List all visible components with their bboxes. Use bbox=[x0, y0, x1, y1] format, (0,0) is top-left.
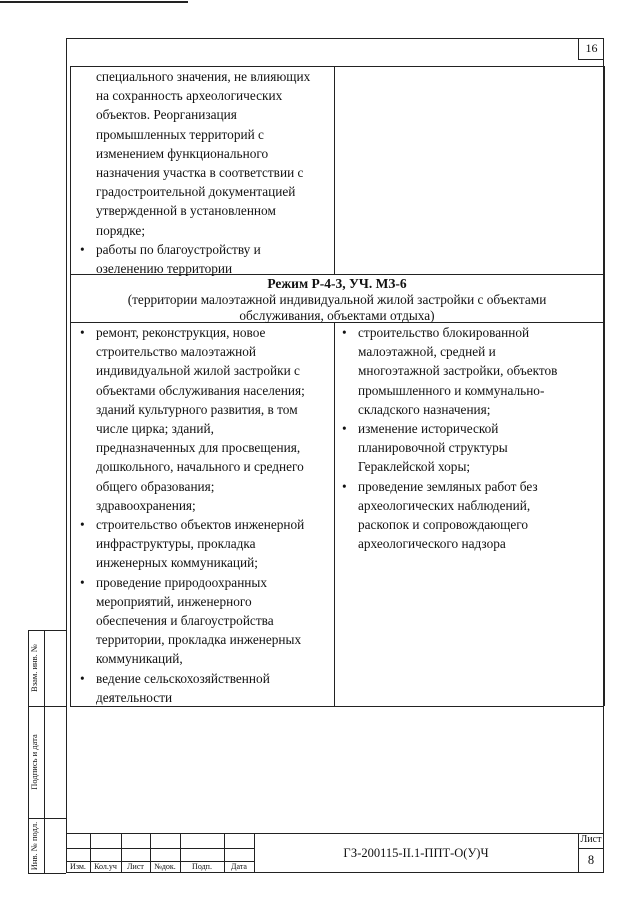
permitted-list bbox=[74, 323, 332, 707]
text-line: порядке; bbox=[96, 222, 146, 238]
text-line: • ведение сельскохозяйственной bbox=[96, 670, 270, 686]
text-line: зданий культурного развития, в том bbox=[96, 401, 298, 417]
text-line: объектами обслуживания населения; bbox=[96, 382, 305, 398]
stamp-label-list: Лист bbox=[127, 862, 144, 871]
text-line: • строительство объектов инженерной bbox=[96, 517, 305, 533]
regime-subtitle-line1: (территории малоэтажной индивидуальной жилой застройки с объектами bbox=[127, 292, 547, 307]
regime-heading bbox=[70, 275, 604, 324]
stamp-row-line-1 bbox=[66, 848, 254, 849]
stamp-label-ndok: №док. bbox=[154, 862, 176, 871]
text-line: озеленению территории bbox=[96, 261, 233, 277]
text-line: территории, прокладка инженерных bbox=[96, 632, 302, 648]
stamp-label-podp: Подп. bbox=[192, 862, 212, 871]
table-divider-top bbox=[334, 66, 335, 274]
text-line: числе цирка; зданий, bbox=[96, 421, 214, 437]
list-item bbox=[74, 323, 332, 515]
text-line: археологических наблюдений, bbox=[358, 497, 531, 513]
text-line: промышленных территорий с bbox=[96, 126, 264, 142]
top-left-cell bbox=[74, 67, 332, 278]
text-line: деятельности bbox=[96, 689, 173, 705]
permitted-activities-cell bbox=[74, 323, 332, 707]
text-line: многоэтажной застройки, объектов bbox=[358, 363, 558, 379]
text-line: специального значения, не влияющих bbox=[96, 69, 311, 84]
stamp-label-izm: Изм. bbox=[70, 862, 86, 871]
text-line: • ремонт, реконструкция, новое bbox=[96, 325, 266, 340]
text-line: археологического надзора bbox=[358, 536, 506, 552]
text-line: дошкольного, начального и среднего bbox=[96, 459, 304, 475]
text-line: • проведение земляных работ без bbox=[358, 478, 538, 494]
page-number: 16 bbox=[578, 38, 604, 60]
side-stamp-inner-line bbox=[44, 630, 45, 873]
text-line: утвержденной в установленном bbox=[96, 203, 276, 219]
text-line: изменением функционального bbox=[96, 145, 269, 161]
table-left-border bbox=[70, 66, 71, 706]
text-line: назначения участка в соответствии с bbox=[96, 165, 304, 181]
text-line: складского назначения; bbox=[358, 401, 491, 417]
stamp-top-line bbox=[66, 833, 604, 834]
list-item bbox=[74, 669, 332, 707]
text-line: • работы по благоустройству и bbox=[96, 241, 261, 257]
prohibited-activities-cell bbox=[336, 323, 598, 553]
sheet-label: Лист bbox=[580, 834, 602, 845]
stamp-label-data: Дата bbox=[231, 862, 247, 871]
stamp-label-kol: Кол.уч bbox=[94, 862, 117, 871]
sheet-number: 8 bbox=[587, 853, 595, 867]
inv-podl-label: Инв. № подл. bbox=[29, 821, 39, 871]
text-line: промышленного и коммунально- bbox=[358, 382, 545, 398]
regime-subtitle-line2: обслуживания, объектами отдыха) bbox=[239, 308, 435, 323]
prohibited-list bbox=[336, 323, 598, 553]
list-item bbox=[74, 515, 332, 573]
text-line: коммуникаций, bbox=[96, 651, 183, 667]
top-scan-line bbox=[0, 1, 188, 3]
inv-zam-label: Взам. инв. № bbox=[29, 644, 39, 692]
list-item bbox=[336, 477, 598, 554]
text-line: мероприятий, инженерного bbox=[96, 593, 252, 609]
list-item bbox=[336, 323, 598, 419]
text-line: инженерных коммуникаций; bbox=[96, 555, 258, 571]
table-divider-bottom bbox=[334, 322, 335, 706]
sign-date-label: Подпись и дата bbox=[29, 734, 39, 790]
text-line: предназначенных для просвещения, bbox=[96, 440, 301, 456]
text-line: малоэтажной, средней и bbox=[358, 344, 496, 360]
text-line: • строительство блокированной bbox=[358, 325, 530, 340]
text-line: обеспечения и благоустройства bbox=[96, 613, 274, 629]
sheet-box-line bbox=[578, 848, 604, 849]
text-line: строительство малоэтажной bbox=[96, 344, 257, 360]
text-line: на сохранность археологических bbox=[96, 88, 283, 104]
text-line: здравоохранения; bbox=[96, 497, 196, 513]
text-line: • изменение исторической bbox=[358, 421, 499, 437]
text-line: общего образования; bbox=[96, 478, 215, 494]
text-line: раскопок и сопровождающего bbox=[358, 517, 529, 533]
text-line: планировочной структуры bbox=[358, 440, 508, 456]
list-item bbox=[74, 240, 332, 278]
continuation-text bbox=[74, 67, 332, 240]
text-line: инфраструктуры, прокладка bbox=[96, 536, 256, 552]
regime-title: Режим Р-4-3, УЧ. МЗ-6 bbox=[267, 276, 407, 291]
text-line: индивидуальной жилой застройки с bbox=[96, 363, 300, 379]
text-line: Гераклейской хоры; bbox=[358, 459, 471, 475]
text-line: • проведение природоохранных bbox=[96, 574, 268, 590]
text-line: объектов. Реорганизация bbox=[96, 107, 237, 123]
table-right-border bbox=[604, 66, 605, 706]
text-line: градостроительной документацией bbox=[96, 184, 296, 200]
list-item bbox=[336, 419, 598, 477]
list-item bbox=[74, 573, 332, 669]
document-code: ГЗ-200115-II.1-ППТ-О(У)Ч bbox=[343, 846, 489, 860]
top-bullet-list bbox=[74, 240, 332, 278]
